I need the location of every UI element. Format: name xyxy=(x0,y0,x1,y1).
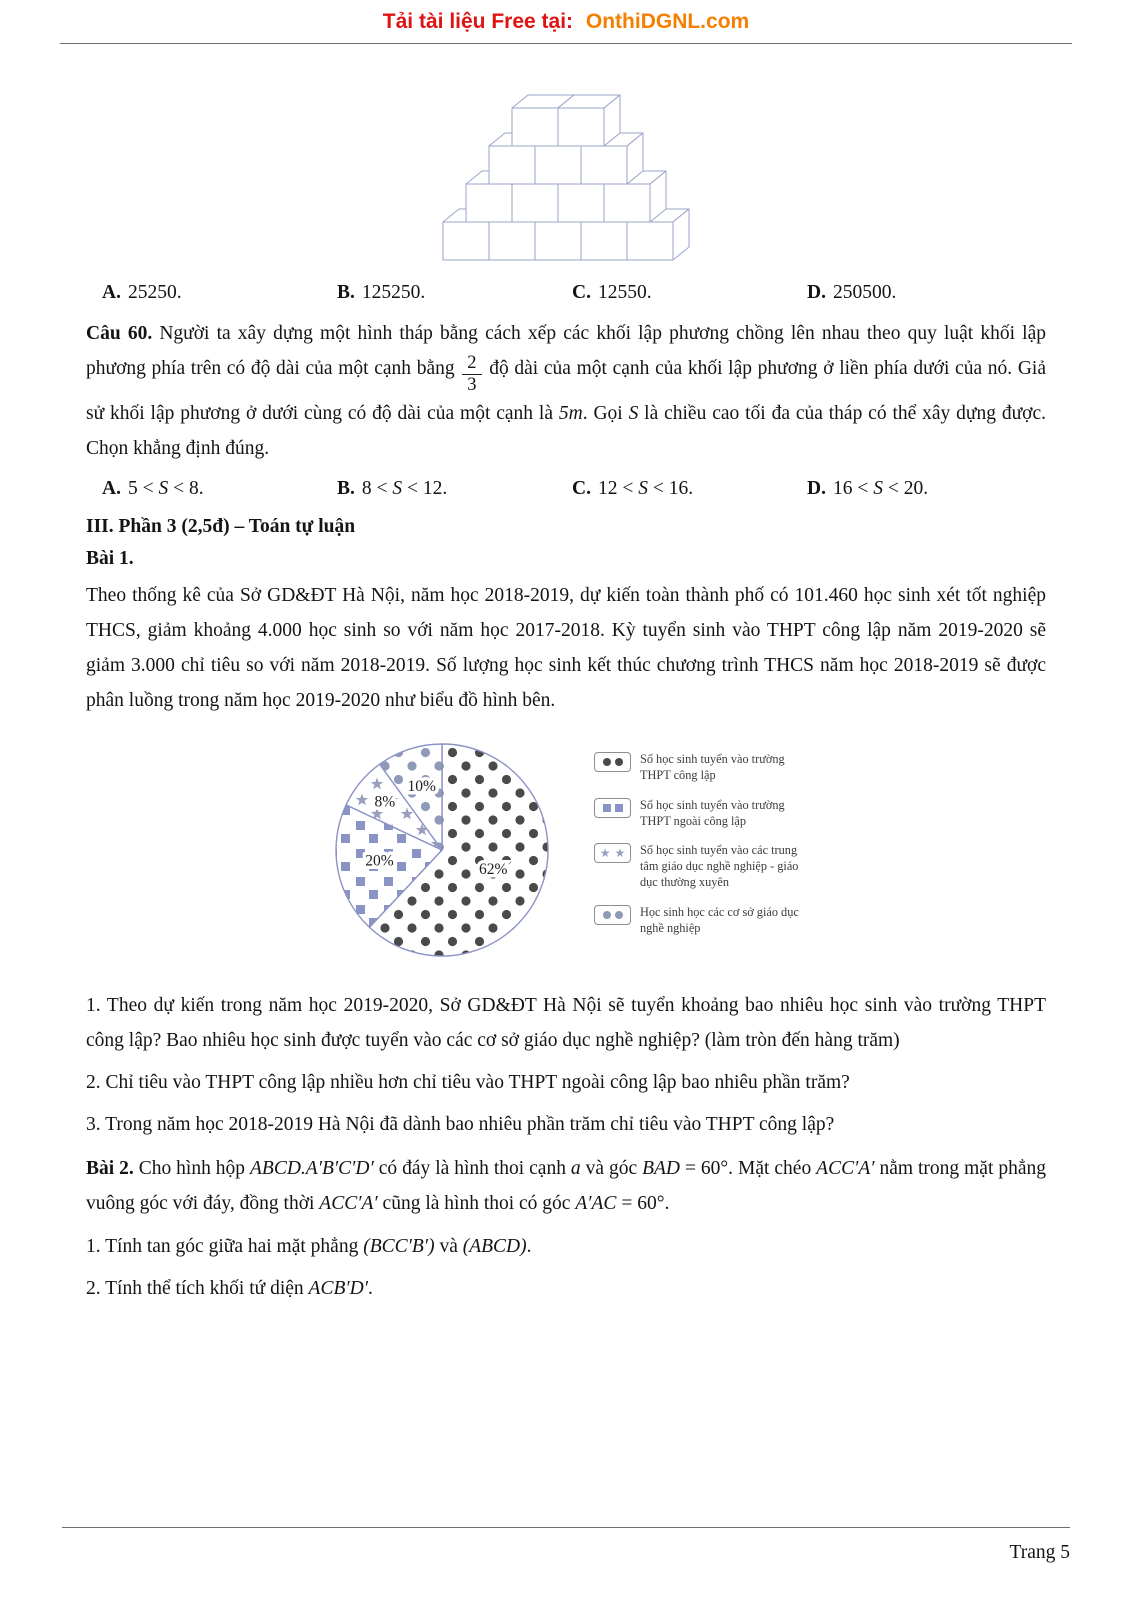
question60-options xyxy=(86,478,1046,500)
legend-label: Học sinh học các cơ sở giáo dục nghề nghiệp xyxy=(640,904,799,935)
legend-item xyxy=(594,751,808,783)
option-letter: D. xyxy=(807,282,826,303)
legend-item xyxy=(594,797,808,829)
legend-item xyxy=(594,904,808,936)
legend-swatch xyxy=(594,798,631,818)
star-icon: ★ xyxy=(614,846,626,861)
bai1-statement: Theo thống kê của Sở GD&ĐT Hà Nội, năm học 2018-2019, dự kiến toàn thành phố có 101.460 học sinh xét tốt nghiệp THCS, giảm khoảng 4.000 học sinh so với năm học 2017-2018. Kỳ tuyển sinh vào THPT công lập năm 2019-2020 sẽ giảm 3.000 chỉ tiêu so với năm 2018-2019. Số lượng học sinh kết thúc chương trình THCS năm học 2018-2019 sẽ được phân luồng trong năm học 2019-2020 như biểu đồ hình bên. xyxy=(86,584,1046,712)
square-icon xyxy=(615,804,623,812)
answer-option-c: C. 12 < S < 16. xyxy=(572,477,694,499)
cube-pyramid-figure xyxy=(86,90,1046,270)
answer-option-b: B. 8 < S < 12. xyxy=(337,477,448,499)
pie-slice-label: 8% xyxy=(374,793,396,811)
bai1-label: Bài 1. xyxy=(86,547,134,569)
bai2-question1: 1. Tính tan góc giữa hai mặt phẳng (BCC′B′) và (ABCD). xyxy=(86,1235,532,1257)
page-footer xyxy=(62,1527,1070,1564)
dot-icon xyxy=(603,911,611,919)
legend-swatch xyxy=(594,905,631,925)
header-site-link[interactable]: OnthiDGNL.com xyxy=(585,10,750,33)
chart-legend xyxy=(594,751,808,949)
inline-fraction: $\frac{2}{3}$ xyxy=(460,353,483,396)
pie-chart-figure xyxy=(86,732,1046,968)
question59-options xyxy=(86,282,1046,304)
answer-option-c: C. 12550. xyxy=(572,282,652,303)
option-letter: B. xyxy=(337,477,355,499)
bai2-question2: 2. Tính thể tích khối tứ diện ACB′D′. xyxy=(86,1277,373,1299)
bai2-statement: Bài 2. Cho hình hộp ABCD.A′B′C′D′ có đáy là hình thoi cạnh a và góc BAD = 60°. Mặt chéo ACC′A′ nằm trong mặt phẳng vuông góc với đáy, đồng thời ACC′A′ cũng là hình thoi có góc A′AC = 60°. xyxy=(86,1157,1046,1214)
legend-swatch xyxy=(594,752,631,772)
dot-icon xyxy=(615,758,623,766)
answer-option-b: B. 125250. xyxy=(337,282,426,303)
option-letter: B. xyxy=(337,282,355,303)
option-letter: C. xyxy=(572,477,591,499)
answer-option-d: D. 16 < S < 20. xyxy=(807,477,929,499)
cube-pyramid-drawing xyxy=(438,90,694,265)
legend-label: Số học sinh tuyển vào trường THPT ngoài công lập xyxy=(640,797,785,828)
star-icon: ★ xyxy=(599,846,611,861)
question60-statement: Câu 60. Người ta xây dựng một hình tháp bằng cách xếp các khối lập phương chồng lên nhau theo quy luật khối lập phương phía trên có độ dài của một cạnh bằng $\frac{2}{3}$ độ dài của một cạnh của khối lập phương ở liền phía dưới của nó. Giả sử khối lập phương ở dưới cùng có độ dài của một cạnh là 5m. Gọi S là chiều cao tối đa của tháp có thể xây dựng được. Chọn khẳng định đúng. xyxy=(86,323,1046,459)
dot-icon xyxy=(615,911,623,919)
option-letter: D. xyxy=(807,477,826,499)
page-header xyxy=(86,10,1046,34)
bai1-question3: 3. Trong năm học 2018-2019 Hà Nội đã dành bao nhiêu phần trăm chỉ tiêu vào THPT công lập? xyxy=(86,1114,835,1136)
legend-label: Số học sinh tuyển vào các trung tâm giáo dục nghề nghiệp - giáo dục thường xuyên xyxy=(640,843,799,890)
section3-heading: III. Phần 3 (2,5đ) – Toán tự luận xyxy=(86,515,356,537)
answer-option-a: A. 25250. xyxy=(102,282,182,303)
option-letter: A. xyxy=(102,282,121,303)
dot-icon xyxy=(603,758,611,766)
page-number: Trang 5 xyxy=(1009,1542,1070,1563)
legend-item xyxy=(594,842,808,891)
pie-slice-label: 20% xyxy=(365,852,394,870)
header-title: Tải tài liệu Free tại: xyxy=(382,10,574,33)
legend-swatch xyxy=(594,843,631,863)
option-letter: C. xyxy=(572,282,591,303)
option-letter: A. xyxy=(102,477,121,499)
pie-slice-label: 62% xyxy=(478,861,508,879)
header-divider xyxy=(60,43,1072,44)
pie-slice-label: 10% xyxy=(407,778,436,796)
square-icon xyxy=(603,804,611,812)
pie-chart xyxy=(324,732,560,968)
answer-option-a: A. 5 < S < 8. xyxy=(102,477,204,499)
bai1-question1: 1. Theo dự kiến trong năm học 2019-2020, Sở GD&ĐT Hà Nội sẽ tuyển khoảng bao nhiêu học sinh vào trường THPT công lập? Bao nhiêu học sinh được tuyển vào các cơ sở giáo dục nghề nghiệp? (làm tròn đến hàng trăm) xyxy=(86,995,1046,1052)
legend-label: Số học sinh tuyển vào trường THPT công lập xyxy=(640,752,785,783)
answer-option-d: D. 250500. xyxy=(807,282,897,303)
bai1-question2: 2. Chỉ tiêu vào THPT công lập nhiều hơn chỉ tiêu vào THPT ngoài công lập bao nhiêu phần trăm? xyxy=(86,1072,850,1094)
